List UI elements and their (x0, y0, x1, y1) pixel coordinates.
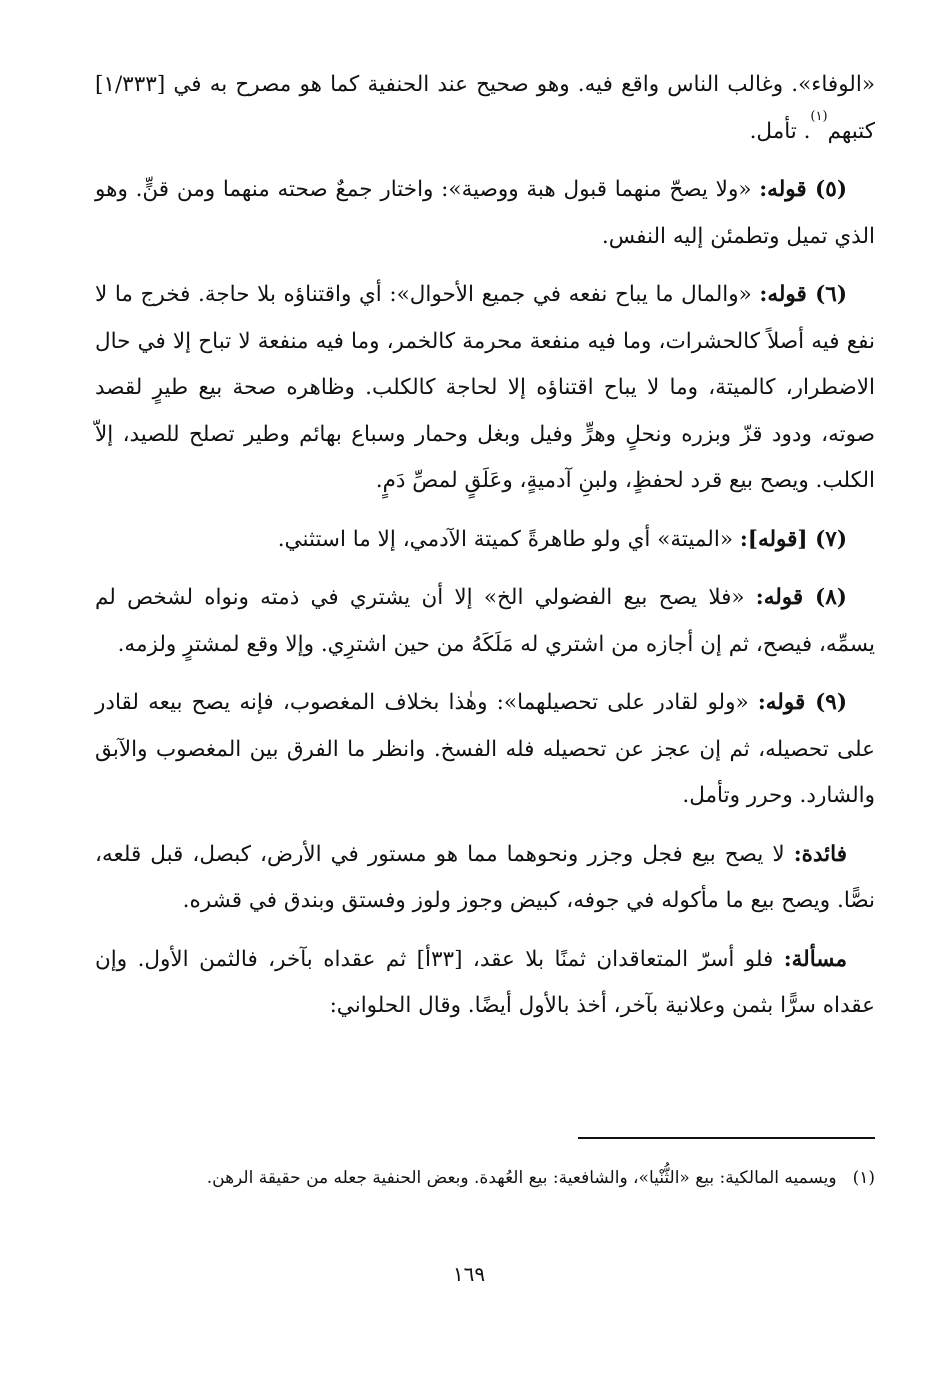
note-lead: (٧) [قوله]: (739, 526, 847, 552)
note-lead: (٥) قوله: (759, 177, 847, 202)
footnote-divider (578, 1137, 875, 1139)
footnote (95, 1160, 875, 1196)
paragraph-benefit: فائدة: لا يصح بيع فجل وجزر ونحوهما مما هو مستور في الأرض، كبصل، قبل قلعه، نصًّا. ويصح بيع ما مأكوله في جوفه، كبيض وجوز ولوز وفستق وبندق في قشره. (95, 841, 875, 913)
paragraph-note-8: (٨) قوله: «فلا يصح بيع الفضولي الخ» إلا أن يشتري في ذمته ونواه لشخص لم يسمِّه، فيصح، ثم إن أجازه من اشتري له مَلَكَهُ من حين اشترِي. وإلا وقع لمشترٍ ولزمه. (95, 585, 875, 657)
note-lead: مسألة: (783, 946, 847, 972)
footnote-number: (١) (852, 1168, 875, 1188)
paragraph-continuation: «الوفاء». وغالب الناس واقع فيه. وهو صحيح عند الحنفية كما هو مصرح به في [١/٣٣٣] كتبهم$^{(١)}$. تأمل. (95, 72, 875, 144)
note-lead: (٨) قوله: (755, 585, 847, 610)
note-lead: (٦) قوله: (759, 282, 847, 307)
paragraph-note-7: (٧) [قوله]: «الميتة» أي ولو طاهرةً كميتة الآدمي، إلا ما استثني. (277, 526, 847, 552)
paragraph-note-5: (٥) قوله: «ولا يصحّ منهما قبول هبة ووصية»: واختار جمعٌ صحته منهما ومن قنٍّ. وهو الذي تميل وتطمئن إليه النفس. (95, 177, 875, 249)
paragraph-note-9: (٩) قوله: «ولو لقادر على تحصيلهما»: وهٰذا بخلاف المغصوب، فإنه يصح بيعه لقادر على تحصيله، ثم إن عجز عن تحصيله فله الفسخ. وانظر ما الفرق بين المغصوب والآبق والشارد. وحرر وتأمل. (95, 690, 875, 808)
paragraph-note-6: (٦) قوله: «والمال ما يباح نفعه في جميع الأحوال»: أي واقتناؤه بلا حاجة. فخرج ما لا نفع فيه أصلاً كالحشرات، وما فيه منفعة محرمة كالخمر، وما فيه منفعة لا تباح إلا في حال الاضطرار، كالميتة، وما لا يباح اقتناؤه إلا لحاجة كالكلب. وظاهره صحة بيع طيرٍ لقصد صوته، ودود قزّ وبزره ونحلٍ وهرٍّ وفيل وبغل وحمار وسباع بهائم وطير تصلح للصيد، إلاّ الكلب. ويصح بيع قرد لحفظٍ، ولبنِ آدميةٍ، وعَلَقٍ لمصِّ دَمٍ. (95, 282, 875, 493)
note-lead: فائدة: (793, 841, 847, 867)
note-lead: (٩) قوله: (757, 690, 847, 715)
main-text (95, 62, 875, 1030)
page-number: ١٦٩ (452, 1262, 486, 1286)
footnote-text: ويسميه المالكية: بيع «الثُّنْيا»، والشافعية: بيع العُهدة. وبعض الحنفية جعله من حقيقة الرهن. (206, 1168, 837, 1188)
footnote-reference[interactable]: (١) (810, 108, 828, 124)
paragraph-issue: مسألة: فلو أسرّ المتعاقدان ثمنًا بلا عقد، [٣٣أ] ثم عقداه بآخر، فالثمن الأول. وإن عقداه سرًّا بثمن وعلانية بآخر، أخذ بالأول أيضًا. وقال الحلواني: (95, 946, 875, 1018)
